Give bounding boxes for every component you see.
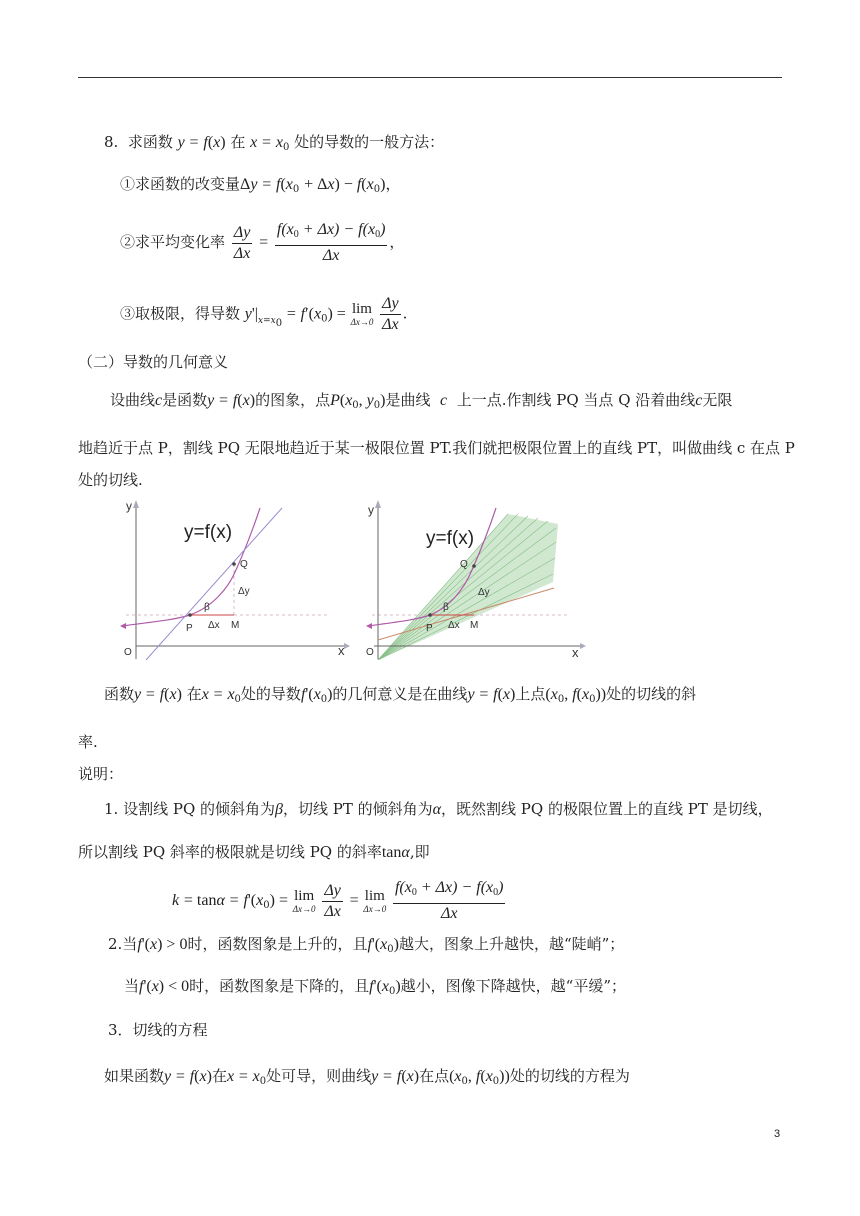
note1-formula: $k = \tan\alpha = f'(x_0)$ = lim Δx→0 $\frac{\Delta y}{\Delta x}$ = lim Δx→0 $\frac{f(x_0 + \Delta x) - f(x_0)}{\Delta x}$ — [172, 879, 504, 922]
note-label: 说明： — [78, 765, 124, 783]
svg-text:y: y — [368, 503, 374, 517]
figure-right — [358, 494, 598, 660]
svg-text:M: M — [231, 620, 240, 631]
para1-line3: 处的切线. — [78, 471, 143, 489]
svg-text:O: O — [124, 647, 132, 658]
page-number: 3 — [774, 1128, 781, 1140]
note1-line1: 1. 设割线 PQ 的倾斜角为β，切线 PT 的倾斜角为α，既然割线 PQ 的极限位置上的直线 PT 是切线， — [104, 800, 773, 818]
note3-line: 如果函数y = f(x)在$x = x_0$处可导，则曲线y = f(x)在点($x_0$, $f(x_0)$)处的切线的方程为 — [104, 1067, 630, 1087]
item8-line: 8. 求函数 y = f(x) 在 $x = x_0$ 处的导数的一般方法： — [104, 133, 445, 153]
note2-line2: 当f'(x) < 0时，函数图象是下降的，且$f'(x_0)$越小，图像下降越快，越“平缓”； — [124, 977, 626, 997]
svg-text:Q: Q — [460, 559, 468, 570]
para1-line1: 设曲线c是函数y = f(x)的图象，点$P(x_0$, $y_0$)是曲线 c 上一点.作割线 PQ 当点 Q 沿着曲线c无限 — [110, 391, 733, 411]
svg-text:Δy: Δy — [478, 587, 490, 598]
right-title: y=f(x) — [426, 528, 475, 549]
header-rule — [78, 77, 782, 78]
svg-text:M: M — [470, 620, 479, 631]
svg-text:P: P — [426, 623, 433, 634]
svg-text:x: x — [338, 643, 345, 658]
item8-step1: ①求函数的改变量$\Delta y = f(x_0 + \Delta x) - f(x_0)$， — [120, 175, 401, 195]
svg-text:P: P — [186, 623, 193, 634]
item8-step3: ③取极限，得导数 $y'|_{x=x_0} = f'(x_0)$ = lim Δx→0 $\frac{\Delta y}{\Delta x}$ . — [120, 295, 408, 333]
svg-text:O: O — [366, 647, 374, 658]
svg-text:β: β — [443, 602, 449, 613]
left-y-label: y — [126, 499, 132, 513]
svg-text:x: x — [572, 645, 579, 660]
section-heading: （二）导数的几何意义 — [78, 353, 229, 371]
note2-line1: 2.当f'(x) > 0时，函数图象是上升的，且$f'(x_0)$越大，图象上升越快，越“陡峭”； — [108, 935, 625, 955]
meaning-line1: 函数y = f(x) 在$x = x_0$处的导数$f'(x_0)$的几何意义是在曲线y = f(x)上点($x_0$, $f(x_0)$)处的切线的斜 — [104, 685, 697, 705]
svg-text:Q: Q — [240, 559, 248, 570]
figure-left — [112, 494, 352, 660]
left-title: y=f(x) — [184, 522, 233, 543]
note1-line2: 所以割线 PQ 斜率的极限就是切线 PQ 的斜率tanα,即 — [78, 843, 430, 861]
svg-text:β: β — [204, 602, 210, 613]
item8-step2: ②求平均变化率 $\frac{\Delta y}{\Delta x}$ = $\frac{f(x_0 + \Delta x) - f(x_0)}{\Delta x}$ ， — [120, 221, 405, 264]
para1-line2: 地趋近于点 P，割线 PQ 无限地趋近于某一极限位置 PT.我们就把极限位置上的直线 PT，叫做曲线 c 在点 P — [78, 439, 795, 457]
note3-title: 3．切线的方程 — [108, 1021, 208, 1039]
meaning-line2: 率. — [78, 733, 98, 751]
svg-text:Δx: Δx — [208, 620, 220, 631]
svg-text:Δx: Δx — [448, 620, 460, 631]
svg-text:Δy: Δy — [238, 586, 250, 597]
